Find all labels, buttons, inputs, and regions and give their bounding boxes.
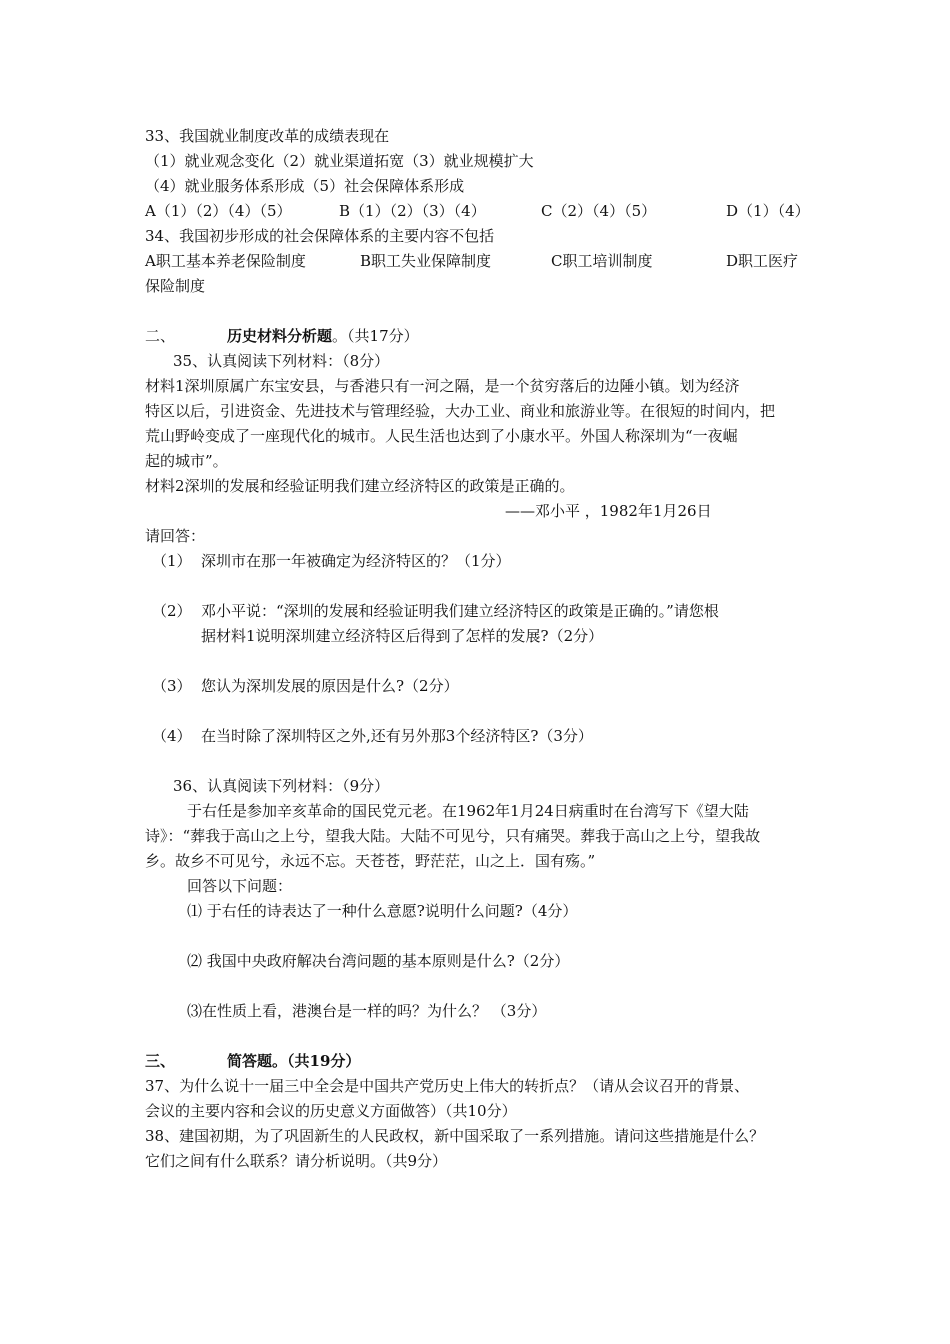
q33-items-line1: （1）就业观念变化（2）就业渠道拓宽（3）就业规模扩大 xyxy=(145,152,534,170)
q35-sub2-text: 邓小平说：“深圳的发展和经验证明我们建立经济特区的政策是正确的。”请您根 xyxy=(201,602,719,620)
q35-stem: 35、认真阅读下列材料：（8分） xyxy=(173,352,390,370)
q35-sub4-number: （4） xyxy=(152,727,192,745)
q33-option-b: B（1）（2）（3）（4） xyxy=(339,202,486,220)
section3-title: 简答题。（共19分） xyxy=(227,1052,361,1070)
q38-line: 38、建国初期，为了巩固新生的人民政权，新中国采取了一系列措施。请问这些措施是什么？ xyxy=(145,1127,765,1145)
section3-heading xyxy=(145,1051,360,1071)
q35-sub3-text: 您认为深圳发展的原因是什么?（2分） xyxy=(201,677,459,695)
section2-number: 二、 xyxy=(145,327,176,345)
q38-line: 它们之间有什么联系？请分析说明。（共9分） xyxy=(145,1152,448,1170)
section2-score: 。（共17分） xyxy=(332,327,419,345)
q33-option-a: A（1）（2）（4）（5） xyxy=(145,202,292,220)
q35-material1-line: 特区以后，引进资金、先进技术与管理经验，大办工业、商业和旅游业等。在很短的时间内，把 xyxy=(145,402,776,420)
q35-sub4-text: 在当时除了深圳特区之外,还有另外那3个经济特区?（3分） xyxy=(201,727,593,745)
q34-option-d: D职工医疗 xyxy=(726,252,799,270)
q33-option-d: D（1）（4） xyxy=(726,202,810,220)
q36-stem: 36、认真阅读下列材料：（9分） xyxy=(173,777,390,795)
q34-stem: 34、我国初步形成的社会保障体系的主要内容不包括 xyxy=(145,227,495,245)
q35-material1-line: 起的城市”。 xyxy=(145,452,228,470)
q33-option-c: C（2）（4）（5） xyxy=(541,202,657,220)
section2-heading xyxy=(145,326,419,346)
q34-option-b: B职工失业保障制度 xyxy=(360,252,492,270)
q34-option-d-continuation: 保险制度 xyxy=(145,277,206,295)
q35-material1-line: 材料1深圳原属广东宝安县，与香港只有一河之隔，是一个贫穷落后的边陲小镇。划为经济 xyxy=(145,377,740,395)
q35-material1-line: 荒山野岭变成了一座现代化的城市。人民生活也达到了小康水平。外国人称深圳为“一夜崛 xyxy=(145,427,738,445)
q35-sub1-text: 深圳市在那一年被确定为经济特区的？（1分） xyxy=(201,552,511,570)
q35-sub2-text: 据材料1说明深圳建立经济特区后得到了怎样的发展?（2分） xyxy=(201,627,604,645)
q36-sub2: ⑵ 我国中央政府解决台湾问题的基本原则是什么?（2分） xyxy=(187,952,570,970)
q35-sub3-number: （3） xyxy=(152,677,192,695)
q34-option-c: C职工培训制度 xyxy=(551,252,653,270)
section2-title: 历史材料分析题 xyxy=(227,327,333,345)
q35-sub1-number: （1） xyxy=(152,552,192,570)
q35-sub2-number: （2） xyxy=(152,602,192,620)
q34-option-a: A职工基本养老保险制度 xyxy=(145,252,306,270)
q35-material2: 材料2深圳的发展和经验证明我们建立经济特区的政策是正确的。 xyxy=(145,477,575,495)
q33-stem: 33、我国就业制度改革的成绩表现在 xyxy=(145,127,390,145)
q36-sub3: ⑶在性质上看，港澳台是一样的吗？为什么？ （3分） xyxy=(187,1002,547,1020)
q36-material-line: 于右任是参加辛亥革命的国民党元老。在1962年1月24日病重时在台湾写下《望大陆 xyxy=(187,802,749,820)
q35-attribution: ——邓小平 ，1982年1月26日 xyxy=(505,502,712,520)
section3-number: 三、 xyxy=(145,1052,176,1070)
q37-line: 会议的主要内容和会议的历史意义方面做答）（共10分） xyxy=(145,1102,517,1120)
q36-prompt: 回答以下问题： xyxy=(187,877,293,895)
q36-material-line: 诗》：“葬我于高山之上兮，望我大陆。大陆不可见兮，只有痛哭。葬我于高山之上兮，望我故 xyxy=(145,827,761,845)
q37-line: 37、为什么说十一届三中全会是中国共产党历史上伟大的转折点？（请从会议召开的背景、 xyxy=(145,1077,750,1095)
q36-material-line: 乡。故乡不可见兮，永远不忘。天苍苍，野茫茫，山之上．国有殇。” xyxy=(145,852,596,870)
q35-prompt: 请回答： xyxy=(145,527,206,545)
q36-sub1: ⑴ 于右任的诗表达了一种什么意愿?说明什么问题?（4分） xyxy=(187,902,578,920)
q33-items-line2: （4）就业服务体系形成（5）社会保障体系形成 xyxy=(145,177,465,195)
